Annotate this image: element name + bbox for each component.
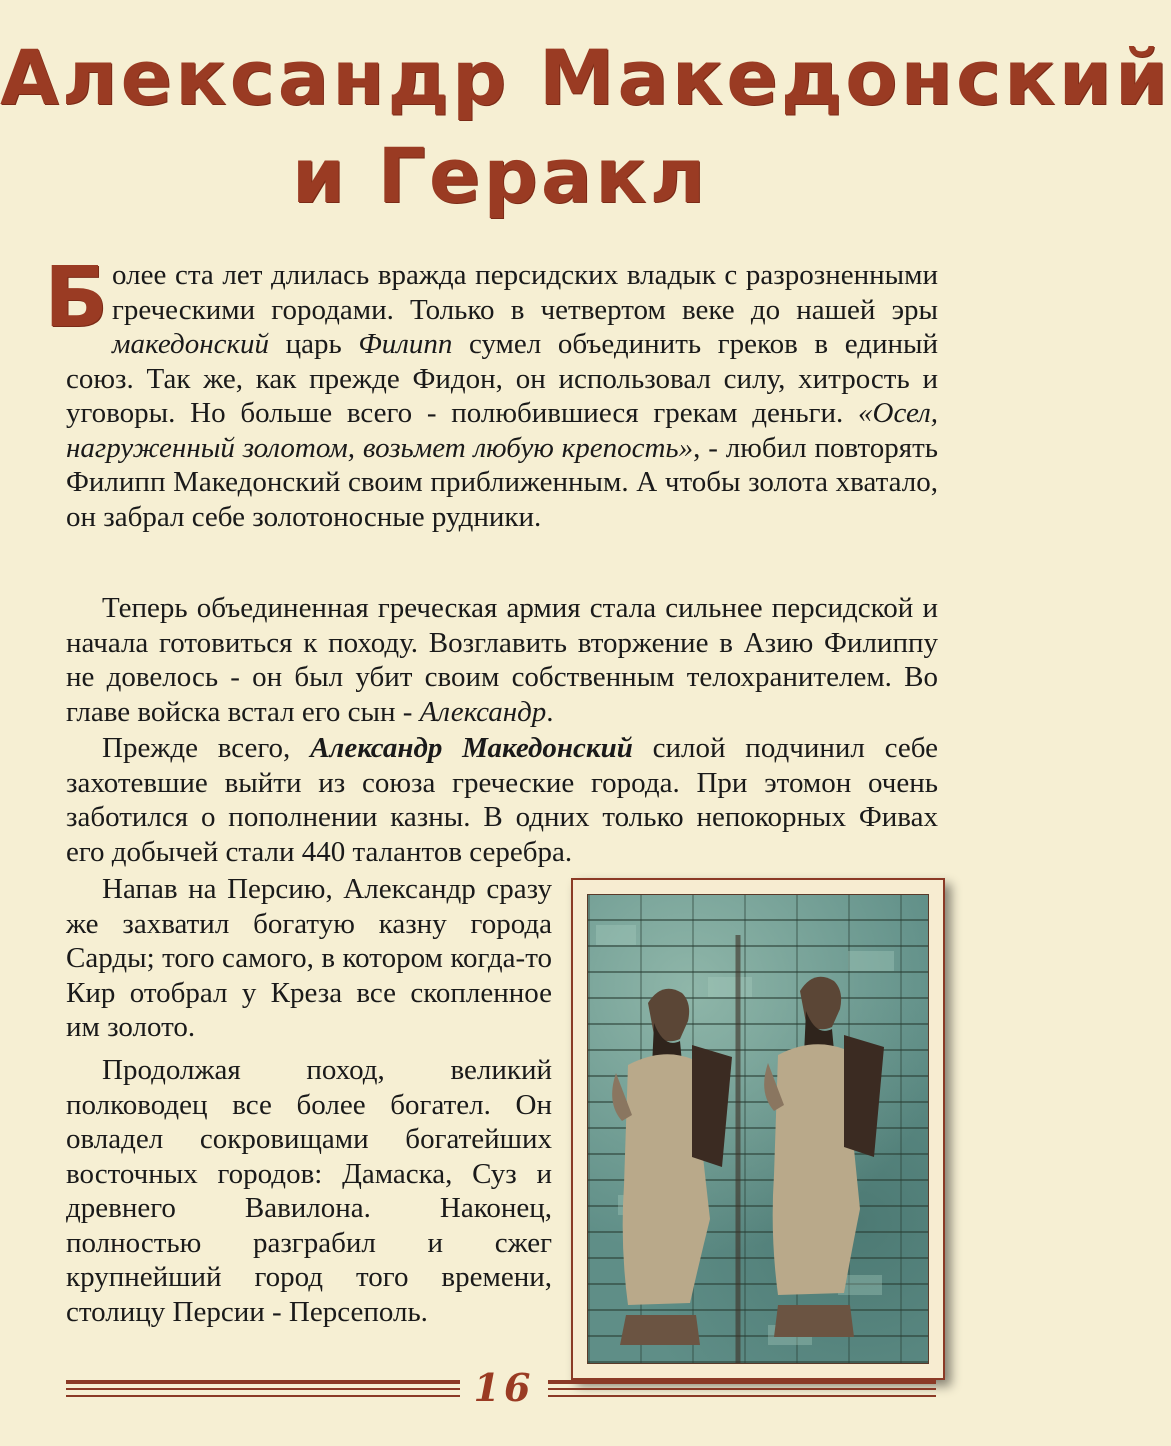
title-line-2: и Геракл	[291, 131, 709, 220]
page-number: 16	[460, 1366, 548, 1410]
paragraph-2	[66, 591, 938, 729]
p1-italic-macedonian: македонский	[112, 328, 270, 360]
p3-text-c: силой подчинил себе захотевшие выйти из союза греческие города. При этомон очень заботился о пополнении казны. В одних только непокорных Фивах его добычей стали 440 талантов серебра.	[66, 732, 938, 868]
p2-text-a: Теперь объединенная греческая армия стала сильнее персидской и начала готовиться к походу. Возглавить вторжение в Азию Филиппу не довелось - он был убит своим собственным телохранителем. Во главе войска встал его сын -	[66, 592, 938, 728]
p3-text-a: Прежде всего,	[102, 732, 311, 764]
p3-bold-italic-name: Александр Македонский	[310, 732, 633, 764]
drop-cap: Б	[44, 248, 109, 346]
p1-text-g: , - любил повторять Филипп Македонский своим приближенным. А чтобы золота хватало, он забрал себе золотоносные рудники.	[66, 431, 938, 533]
p2-italic-alexander: Александр	[419, 695, 547, 728]
relief-drawing	[588, 895, 928, 1363]
p1-text-e: сумел объединить греков в единый союз. Так же, как прежде Фидон, он использовал силу, хитрость и уговоры. Но больше всего - полюбившиеся грекам деньги.	[66, 328, 938, 429]
warrior-left	[612, 989, 732, 1345]
paragraph-1	[44, 248, 938, 534]
title-line-1: Александр Македонский	[0, 33, 1171, 122]
persian-archers-relief-image	[587, 894, 929, 1364]
p1-text-c: царь	[269, 328, 359, 360]
paragraph-5: Продолжая поход, великий полководец все более богател. Он овладел сокровищами богатейших восточных городов: Дамаска, Суз и древнего Вавилона. Наконец, полностью разграбил и сжег крупнейший город того времени, столицу Персии - Персеполь.	[66, 1054, 552, 1328]
illustration-frame	[571, 878, 945, 1380]
paragraph-3	[66, 731, 938, 869]
p2-text-c: .	[546, 695, 554, 728]
paragraph-4: Напав на Персию, Александр сразу же захватил богатую казну города Сарды; того самого, в котором когда-то Кир отобрал у Креза все скопленное им золото.	[66, 873, 552, 1043]
p1-italic-philip: Филипп	[358, 328, 453, 360]
p1-text-a: олее ста лет длилась вражда персидских владык с разрозненными греческими городами. Только в четвертом веке до нашей эры	[112, 259, 938, 326]
p1-italic-quote: «Осел, нагруженный золотом, возьмет любую крепость»	[66, 397, 938, 464]
